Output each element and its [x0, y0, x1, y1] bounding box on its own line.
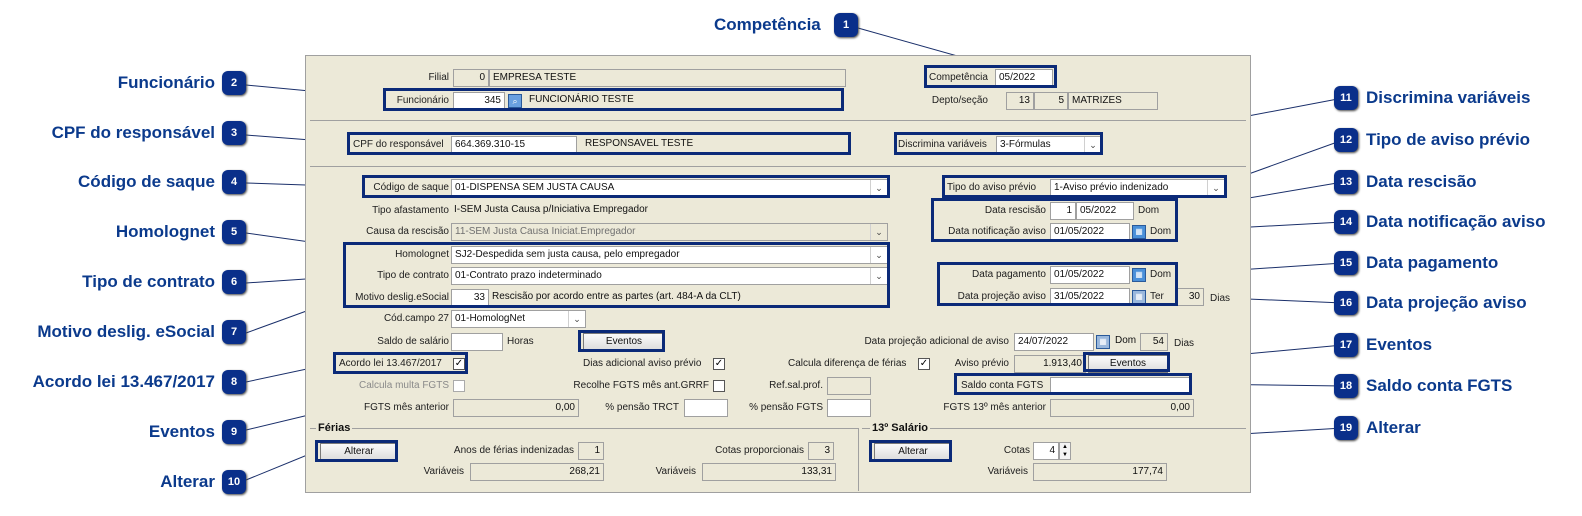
cotas-label: Cotas — [1003, 445, 1030, 456]
ferias-alterar-button[interactable]: Alterar — [320, 443, 398, 461]
data-notif-label: Data notificação aviso — [948, 226, 1046, 237]
funcionario-label: Funcionário — [396, 95, 449, 106]
annotation-badge-16: 16 — [1334, 291, 1358, 315]
annotation-label-18: Saldo conta FGTS — [1366, 376, 1513, 395]
chevron-down-icon[interactable]: ⌄ — [568, 311, 585, 327]
calcula-dif-label: Calcula diferença de férias — [788, 358, 907, 369]
cotas-prop-field: 3 — [808, 442, 834, 460]
tipo-contrato-label: Tipo de contrato — [377, 270, 449, 281]
cotas-stepper[interactable]: 4 — [1033, 442, 1059, 460]
calendar-icon[interactable]: ▦ — [1132, 225, 1146, 239]
saldo-salario-label: Saldo de salário — [377, 336, 449, 347]
calcula-dif-checkbox[interactable]: ✓ — [919, 358, 929, 369]
aviso-previo-label: Aviso prévio — [954, 358, 1009, 369]
chevron-down-icon: ⌄ — [870, 224, 887, 240]
ferias-title: Férias — [318, 422, 351, 434]
annotation-badge-7: 7 — [222, 320, 246, 344]
saldo-fgts-label: Saldo conta FGTS — [961, 380, 1044, 391]
annotation-label-5: Homolognet — [115, 222, 215, 241]
motivo-name-field: Rescisão por acordo entre as partes (art. 484-A da CLT) — [489, 289, 884, 307]
salario13-title: 13º Salário — [872, 422, 928, 434]
annotation-label-4: Código de saque — [78, 172, 215, 191]
chevron-down-icon[interactable]: ⌄ — [1084, 137, 1101, 153]
data-rescisao-dow: Dom — [1138, 205, 1160, 216]
highlight-datas-pagamento — [937, 262, 1178, 306]
calendar-icon: ▦ — [1132, 290, 1146, 304]
recolhe-checkbox[interactable] — [713, 380, 725, 392]
search-icon[interactable]: ⌕ — [508, 94, 522, 108]
data-proj-field: 31/05/2022 — [1050, 288, 1130, 306]
annotation-badge-6: 6 — [222, 270, 246, 294]
codigo-saque-label: Código de saque — [373, 182, 449, 193]
highlight-codigo-saque — [362, 175, 890, 198]
saldo-salario-field[interactable] — [451, 333, 503, 351]
chevron-down-icon[interactable]: ⌄ — [870, 268, 887, 284]
horas-label: Horas — [507, 336, 534, 347]
annotation-badge-13: 13 — [1334, 170, 1358, 194]
homolognet-value: SJ2-Despedida sem justa causa, pelo empregador — [455, 249, 680, 260]
calendar-icon: ▦ — [1096, 335, 1110, 349]
causa-value: 11-SEM Justa Causa Iniciat.Empregador — [455, 226, 636, 237]
annotation-label-11: Discrimina variáveis — [1366, 88, 1531, 107]
data-proj-adic-field: 24/07/2022 — [1014, 333, 1094, 351]
highlight-eventos-aviso — [1083, 352, 1170, 372]
annotation-badge-1: 1 — [834, 13, 858, 37]
annotation-label-16: Data projeção aviso — [1366, 293, 1527, 312]
causa-select — [451, 223, 888, 241]
filial-label: Filial — [428, 72, 449, 83]
tipo-aviso-value: 1-Aviso prévio indenizado — [1054, 182, 1169, 193]
fgts-mes-label: FGTS mês anterior — [363, 402, 449, 413]
chevron-down-icon[interactable]: ⌄ — [870, 180, 887, 196]
acordo-checkbox[interactable]: ✓ — [454, 358, 464, 369]
highlight-acordo — [333, 352, 468, 374]
annotation-label-17: Eventos — [1366, 335, 1433, 354]
data-proj-dow: Ter — [1150, 291, 1164, 302]
annotation-label-8: Acordo lei 13.467/2017 — [32, 372, 215, 391]
highlight-discrimina — [894, 132, 1103, 155]
fgts13-label: FGTS 13º mês anterior — [943, 402, 1046, 413]
calcula-multa-label: Calcula multa FGTS — [358, 380, 449, 391]
highlight-competencia — [924, 65, 1057, 88]
tipo-aviso-label: Tipo do aviso prévio — [947, 182, 1037, 193]
salario13-alterar-button[interactable]: Alterar — [874, 443, 952, 461]
cpf-label: CPF do responsável — [353, 139, 444, 150]
depto-code-field: 13 — [1006, 92, 1034, 110]
data-proj-label: Data projeção aviso — [957, 291, 1046, 302]
annotation-label-2: Funcionário — [117, 73, 215, 92]
annotation-badge-2: 2 — [222, 71, 246, 95]
competencia-field[interactable]: 05/2022 — [995, 69, 1053, 87]
ferias-var1-field: 268,21 — [470, 463, 604, 481]
eventos-aviso-button[interactable]: Eventos — [1088, 355, 1168, 373]
annotation-badge-17: 17 — [1334, 333, 1358, 357]
filial-code-field[interactable]: 0 — [453, 69, 489, 87]
annotation-badge-14: 14 — [1334, 210, 1358, 234]
aviso-previo-field: 1.913,40 — [1014, 355, 1086, 373]
cod-campo-label: Cód.campo 27 — [383, 313, 449, 324]
recolhe-label: Recolhe FGTS mês ant.GRRF — [573, 380, 709, 391]
data-rescisao-field[interactable]: 05/2022 — [1076, 202, 1134, 220]
highlight-tipo-aviso — [942, 175, 1227, 198]
annotation-badge-12: 12 — [1334, 128, 1358, 152]
stepper-arrows-icon[interactable]: ▲ ▼ — [1059, 442, 1071, 460]
secao-code-field: 5 — [1034, 92, 1068, 110]
data-proj-adic-dow: Dom — [1112, 333, 1138, 351]
pensao-fgts-field[interactable] — [827, 399, 871, 417]
dias-adic-checkbox[interactable]: ✓ — [714, 358, 724, 369]
chevron-down-icon[interactable]: ⌄ — [1207, 180, 1224, 196]
pensao-trct-field[interactable] — [684, 399, 728, 417]
annotation-label-10: Alterar — [160, 472, 215, 491]
annotation-badge-19: 19 — [1334, 416, 1358, 440]
acordo-label: Acordo lei 13.467/2017 — [339, 358, 442, 369]
cpf-name-field: RESPONSAVEL TESTE — [582, 136, 848, 154]
calcula-multa-checkbox — [453, 380, 465, 392]
annotation-badge-9: 9 — [222, 420, 246, 444]
annotation-label-14: Data notificação aviso — [1366, 212, 1546, 231]
dias-adic-label: Dias adicional aviso prévio — [583, 358, 702, 369]
highlight-eventos — [578, 330, 665, 352]
cotas-prop-label: Cotas proporcionais — [715, 445, 804, 456]
eventos-button[interactable]: Eventos — [583, 333, 665, 351]
causa-label: Causa da rescisão — [366, 226, 449, 237]
annotation-badge-10: 10 — [222, 470, 246, 494]
cod-campo-value: 01-HomologNet — [455, 313, 526, 324]
data-notif-dow: Dom — [1150, 226, 1172, 237]
tipo-contrato-value: 01-Contrato prazo indeterminado — [455, 270, 602, 281]
annotation-badge-3: 3 — [222, 121, 246, 145]
motivo-label: Motivo deslig.eSocial — [355, 292, 449, 303]
ferias-var1-label: Variáveis — [423, 466, 464, 477]
depto-name-field: MATRIZES — [1068, 92, 1158, 110]
annotation-badge-4: 4 — [222, 170, 246, 194]
annotation-label-12: Tipo de aviso prévio — [1366, 130, 1531, 149]
competencia-label: Competência — [929, 72, 988, 83]
cpf-field[interactable]: 664.369.310-15 — [451, 136, 577, 154]
annotation-label-15: Data pagamento — [1366, 253, 1499, 272]
ref-sal-label: Ref.sal.prof. — [769, 380, 823, 391]
motivo-code-field[interactable]: 33 — [451, 289, 489, 307]
data-proj-adic-label: Data projeção adicional de aviso — [864, 336, 1009, 347]
discrimina-value: 3-Fórmulas — [1000, 139, 1051, 150]
ferias-var2-field: 133,31 — [702, 463, 836, 481]
homolognet-label: Homolognet — [395, 249, 449, 260]
data-pag-dow: Dom — [1150, 269, 1172, 280]
annotation-label-6: Tipo de contrato — [82, 272, 215, 291]
data-pag-field[interactable]: 01/05/2022 — [1050, 266, 1130, 284]
cod-campo-select[interactable] — [451, 310, 586, 328]
data-proj-adic-dias-label: Dias — [1174, 338, 1195, 349]
funcionario-name-field: FUNCIONÁRIO TESTE — [526, 92, 842, 110]
annotation-label-3: CPF do responsável — [51, 123, 215, 142]
discrimina-label: Discrimina variáveis — [898, 139, 987, 150]
filial-name-field: EMPRESA TESTE — [489, 69, 846, 87]
tipo-afast-field: I-SEM Justa Causa p/Iniciativa Empregador — [451, 202, 888, 220]
highlight-ferias-alterar — [315, 440, 398, 462]
highlight-saldo-fgts — [954, 373, 1192, 395]
annotation-badge-15: 15 — [1334, 251, 1358, 275]
data-notif-field[interactable]: 01/05/2022 — [1050, 223, 1130, 241]
fgts13-field: 0,00 — [1050, 399, 1194, 417]
separator — [310, 166, 1246, 167]
annotation-badge-8: 8 — [222, 370, 246, 394]
annotation-label-9: Eventos — [148, 422, 215, 441]
depto-label: Depto/seção — [931, 95, 988, 106]
highlight-homolognet-motivo — [343, 242, 890, 308]
pensao-fgts-label: % pensão FGTS — [749, 402, 823, 413]
var13-field: 177,74 — [1033, 463, 1167, 481]
data-rescisao-day-field[interactable]: 1 — [1050, 202, 1076, 220]
funcionario-code-field[interactable]: 345 — [453, 92, 505, 110]
data-proj-days-field: 30 — [1176, 288, 1204, 306]
highlight-funcionario — [383, 88, 844, 111]
annotation-badge-5: 5 — [222, 220, 246, 244]
var13-label: Variáveis — [987, 466, 1028, 477]
annotation-label-7: Motivo deslig. eSocial — [37, 322, 215, 341]
annotation-label-19: Alterar — [1366, 418, 1421, 437]
data-pag-label: Data pagamento — [972, 269, 1046, 280]
fgts-mes-field: 0,00 — [453, 399, 579, 417]
highlight-salario13-alterar — [869, 440, 952, 462]
codigo-saque-value: 01-DISPENSA SEM JUSTA CAUSA — [455, 182, 615, 193]
pensao-trct-label: % pensão TRCT — [605, 402, 679, 413]
annotation-badge-18: 18 — [1334, 374, 1358, 398]
ferias-var2-label: Variáveis — [655, 466, 696, 477]
data-proj-adic-days-field: 54 — [1140, 333, 1168, 351]
annotation-label-1: Competência — [714, 15, 821, 34]
separator — [310, 120, 1246, 121]
annotation-label-13: Data rescisão — [1366, 172, 1477, 191]
tipo-afast-label: Tipo afastamento — [372, 205, 449, 216]
calendar-icon[interactable]: ▦ — [1132, 268, 1146, 282]
anos-ferias-field: 1 — [578, 442, 604, 460]
data-proj-dias-label: Dias — [1210, 293, 1231, 304]
highlight-datas-rescisao — [931, 198, 1178, 242]
anos-ferias-label: Anos de férias indenizadas — [453, 445, 574, 456]
highlight-cpf — [347, 132, 851, 155]
data-rescisao-label: Data rescisão — [984, 205, 1046, 216]
ref-sal-field — [827, 377, 871, 395]
annotation-badge-11: 11 — [1334, 86, 1358, 110]
chevron-down-icon[interactable]: ⌄ — [870, 247, 887, 263]
